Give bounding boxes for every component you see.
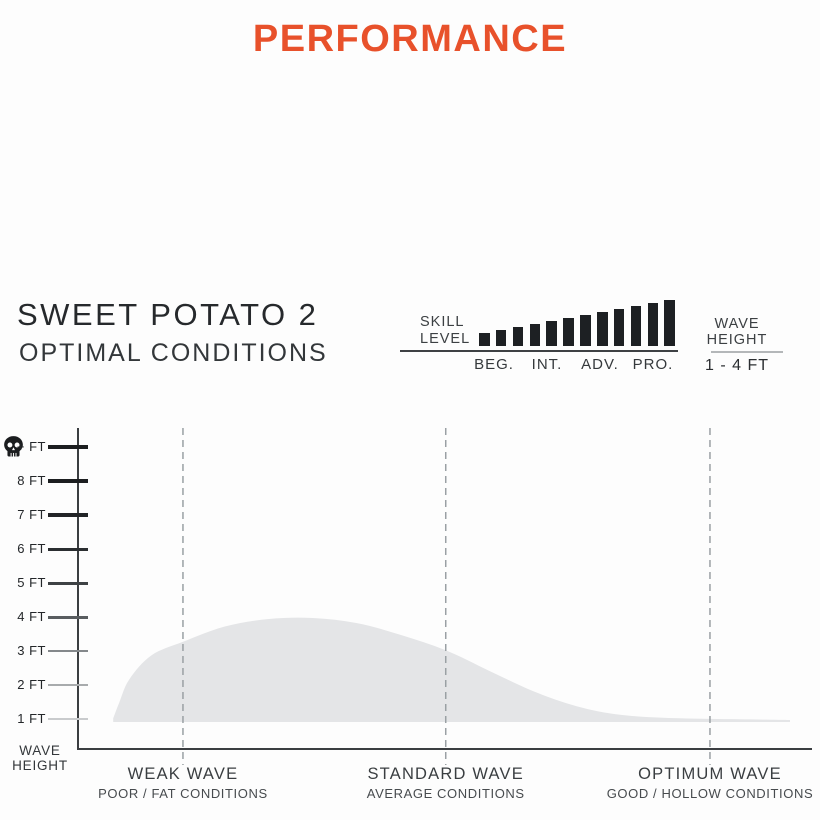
skill-bar — [496, 330, 507, 346]
y-axis-title — [4, 743, 76, 773]
ytick-label: 1 FT — [17, 711, 46, 726]
ytick-label: 4 FT — [17, 609, 46, 624]
wave-height-box-divider — [711, 351, 783, 353]
board-subtitle: OPTIMAL CONDITIONS — [19, 339, 328, 367]
skill-bar — [597, 312, 608, 346]
column-subtitle: AVERAGE CONDITIONS — [366, 786, 525, 801]
skill-level-label-line1: SKILL — [420, 314, 465, 330]
skill-bar — [563, 318, 574, 346]
column-title: OPTIMUM WAVE — [638, 765, 782, 783]
optimal-conditions-area — [113, 618, 790, 722]
ytick-mark — [48, 445, 88, 449]
ytick-mark — [48, 684, 88, 686]
skill-bar — [648, 303, 659, 346]
ytick-label: 2 FT — [17, 677, 46, 692]
ytick-mark — [48, 479, 88, 483]
skill-bar — [530, 324, 541, 346]
wave-height-box-label-line2: HEIGHT — [706, 332, 768, 348]
ytick-label: 3 FT — [17, 643, 46, 658]
page-title: PERFORMANCE — [252, 18, 568, 60]
skill-level-int: INT. — [531, 356, 563, 373]
skill-bar — [546, 321, 557, 346]
ytick-mark — [48, 513, 88, 517]
wave-height-range: 1 - 4 FT — [704, 357, 769, 374]
skill-bar — [614, 309, 625, 346]
skill-level-beg: BEG. — [474, 356, 514, 373]
y-axis-title-line2: HEIGHT — [12, 758, 68, 773]
skill-underline — [400, 350, 678, 352]
skill-bar — [631, 306, 642, 346]
ytick-mark — [48, 718, 88, 720]
column-title: WEAK WAVE — [127, 765, 239, 783]
wave-height-box-label-line1: WAVE — [714, 316, 760, 332]
column-subtitle: POOR / FAT CONDITIONS — [98, 786, 268, 801]
ytick-label: 5 FT — [17, 575, 46, 590]
y-axis-title-line1: WAVE — [19, 743, 61, 758]
ytick-label: 7 FT — [17, 507, 46, 522]
skill-bar — [513, 327, 524, 346]
ytick-mark — [48, 582, 88, 585]
skill-bar — [580, 315, 591, 346]
ytick-mark — [48, 616, 88, 619]
board-name: SWEET POTATO 2 — [17, 297, 319, 332]
skill-level-label — [420, 314, 470, 348]
ytick-label: + FT — [16, 439, 46, 454]
column-title: STANDARD WAVE — [367, 765, 524, 783]
ytick-mark — [48, 548, 88, 551]
skill-level-pro: PRO. — [632, 356, 674, 373]
column-subtitle: GOOD / HOLLOW CONDITIONS — [606, 786, 814, 801]
skill-bar — [479, 333, 490, 346]
skill-level-bars — [479, 300, 675, 346]
ytick-mark — [48, 650, 88, 653]
skill-bar — [664, 300, 675, 346]
skill-level-label-line2: LEVEL — [420, 331, 471, 347]
skill-level-adv: ADV. — [581, 356, 619, 373]
ytick-label: 8 FT — [17, 473, 46, 488]
ytick-label: 6 FT — [17, 541, 46, 556]
